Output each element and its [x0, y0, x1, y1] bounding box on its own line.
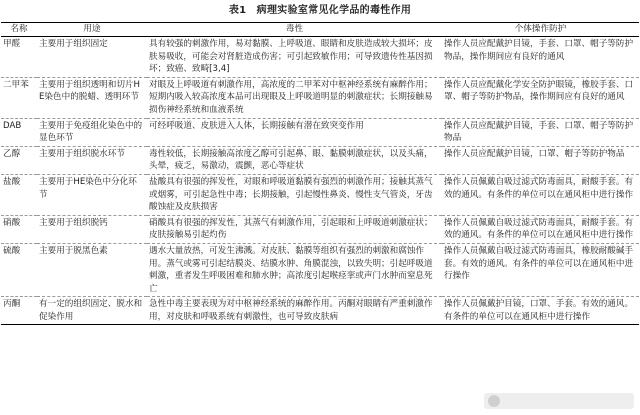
chemical-name: 丙酮: [1, 297, 37, 325]
chemical-name: 硝酸: [1, 215, 37, 243]
table-row: [1, 37, 639, 78]
chemical-toxicity: 盐酸具有很强的挥发性，对眼和呼吸道黏膜有强烈的刺激作用；接触其蒸气或烟雾，可引起急性中毒；长期接触，引起慢性鼻炎、慢性支气管炎，牙齿酸蚀症及皮肤损害: [147, 174, 442, 215]
table-row: [1, 215, 639, 243]
chemical-protection: 操作人员佩戴自吸过滤式防毒面具，耐酸手套。有效的通风。有条件的单位可以在通风柜中进行操作: [442, 215, 639, 243]
chemical-toxicity: 急性中毒主要表现为对中枢神经系统的麻醉作用。丙酮对眼睛有严重刺激作用，对皮肤和呼吸系统有刺激性，也可导致皮肤病: [147, 297, 442, 325]
chemical-use: 主要用于组织脱钙: [37, 215, 147, 243]
table-row: [1, 77, 639, 118]
table-header-row: [1, 23, 639, 37]
chemical-use: 主要用于组织固定: [37, 37, 147, 78]
header-name: 名称: [1, 23, 37, 37]
table-row: [1, 118, 639, 146]
table-row: [1, 297, 639, 325]
chemical-protection: 操作人员应配戴护目镜，口罩、帽子等防护物品: [442, 146, 639, 174]
chemical-name: 盐酸: [1, 174, 37, 215]
chemical-toxicity: 毒性较低，长期接触高浓度乙醇可引起鼻、眼、黏膜刺激症状，以及头痛，头晕，疲乏，易激动，震颤，恶心等症状: [147, 146, 442, 174]
chemical-use: 主要用于脱黑色素: [37, 243, 147, 296]
chemical-use: 主要用于免疫组化染色中的显色环节: [37, 118, 147, 146]
table-caption: 表1 病理实验室常见化学品的毒性作用: [228, 5, 412, 16]
table-row: [1, 174, 639, 215]
chemical-name: DAB: [1, 118, 37, 146]
chemical-protection: 操作人员应配戴化学安全防护眼镜，橡胶手套、口罩、帽子等防护物品，操作期间应有良好的通风: [442, 77, 639, 118]
chemical-use: 有一定的组织固定、脱水和促染作用: [37, 297, 147, 325]
watermark-logo-icon: [488, 395, 500, 407]
header-toxicity: 毒性: [147, 23, 442, 37]
toxicity-table: [1, 22, 639, 325]
header-use: 用途: [37, 23, 147, 37]
chemical-toxicity: 遇水大量放热，可发生沸溅。对皮肤、黏膜等组织有强烈的刺激和腐蚀作用。蒸气或雾可引起结膜炎、结膜水肿、角膜混浊，以致失明；引起呼吸道刺激，重者发生呼吸困难和肺水肿；高浓度引起喉痉挛或声门水肿而窒息死亡: [147, 243, 442, 296]
chemical-toxicity: 可经呼吸道、皮肤进入人体，长期接触有潜在致突变作用: [147, 118, 442, 146]
chemical-protection: 操作人员佩戴护目镜，口罩、手套。有效的通风。有条件的单位可以在通风柜中进行操作: [442, 297, 639, 325]
chemical-toxicity: 具有较强的刺激作用，易对黏膜、上呼吸道、眼睛和皮肤造成较大损坏；皮肤易吸收，可能会对肾脏造成伤害；可引起致敏作用；可导致遗传性基因损坏；致癌、致畸[3,4]: [147, 37, 442, 78]
chemical-use: 主要用于HE染色中分化环节: [37, 174, 147, 215]
watermark-overlay: [484, 393, 634, 409]
chemical-use: 主要用于组织透明和切片HE染色中的脱蜡、透明环节: [37, 77, 147, 118]
chemical-name: 硫酸: [1, 243, 37, 296]
chemical-protection: 操作人员佩戴自吸过滤式防毒面具，耐酸手套。有效的通风。有条件的单位可以在通风柜中进行操作: [442, 174, 639, 215]
chemical-protection: 操作人员应配戴护目镜，手套、口罩、帽子等防护物品: [442, 118, 639, 146]
chemical-name: 乙醇: [1, 146, 37, 174]
chemical-name: 二甲苯: [1, 77, 37, 118]
chemical-toxicity: 对眼及上呼吸道有刺激作用，高浓度的二甲苯对中枢神经系统有麻醉作用；短期内吸入较高浓度本品可出现眼及上呼吸道明显的刺激症状；长期接触易损伤神经系统和血液系统: [147, 77, 442, 118]
table-row: [1, 243, 639, 296]
chemical-toxicity: 硝酸具有很强的挥发性，其蒸气有刺激作用，引起眼和上呼吸道刺激症状；皮肤接触易引起灼伤: [147, 215, 442, 243]
chemical-use: 主要用于组织脱水环节: [37, 146, 147, 174]
chemical-name: 甲醛: [1, 37, 37, 78]
header-protection: 个体操作防护: [442, 23, 639, 37]
table-row: [1, 146, 639, 174]
chemical-protection: 操作人员佩戴自吸过滤式防毒面具，橡胶耐酸碱手套。有效的通风。有条件的单位可以在通风柜中进行操作: [442, 243, 639, 296]
chemical-protection: 操作人员应配戴护目镜，手套、口罩、帽子等防护物品，操作期间应有良好的通风: [442, 37, 639, 78]
